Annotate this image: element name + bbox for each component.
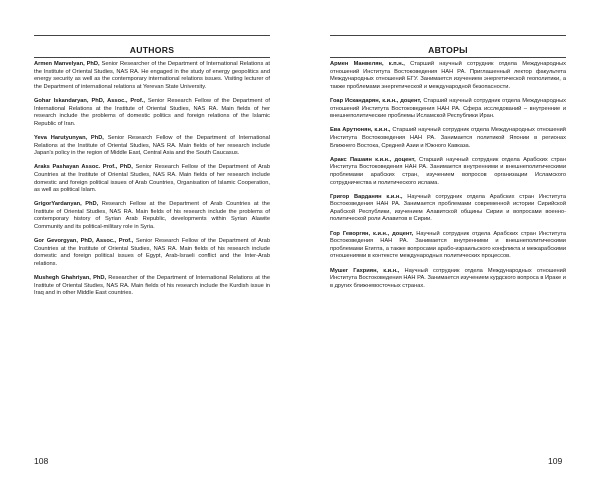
heading-rule	[34, 57, 270, 58]
author-name: Аракс Пашаян к.и.н., доцент,	[330, 156, 416, 163]
author-name: Гор Геворгян, к.и.н., доцент,	[330, 230, 414, 237]
author-entry	[330, 61, 566, 91]
author-bio: Researcher of the Department of International Relations at the Institute of Oriental Studies, NAS RA. Main fields of his research include the Kurdish issue in Iraq and in other Middle East countries.	[34, 275, 270, 297]
author-bio: Научный сотрудник отдела Арабских стран Института Востоковедения НАН РА. Занимается внутренними и внешнеполитическими проблемами Египта, а также вопросами арабо-израильского конфликта и межарабскими отношениями в контексте международных политических процессов.	[330, 230, 567, 260]
author-name: Ева Арутюнян, к.и.н.,	[330, 127, 391, 134]
author-bio: Старший научный сотрудник отдела Международных отношений Института Востоковедения НАН РА. Приглашенный лектор факультета Международных отношений ЕГУ. Занимается изучением энергетической геополитики, а также проблемами энергетической и международной безопасности.	[330, 61, 566, 90]
heading-rule	[330, 57, 566, 58]
author-name: Армен Манвелян, к.п.н.,	[330, 61, 405, 67]
top-rule	[34, 35, 270, 36]
author-bio: Научный сотрудник отдела Международных отношений Института Востоковедения НАН РА. Занимается изучением курдского вопроса в Ираке и в других ближневосточных странах.	[330, 267, 566, 289]
author-entry	[34, 164, 270, 194]
author-bio: Старший научный сотрудник отдела Международных отношений Института Востоковедения НАН РА. Занимается политикой Японии в регионах Ближнего Востока, Средней Азии и Южного Кавказа.	[330, 127, 566, 149]
author-name: Мушег Гахриян, к.и.н.,	[330, 267, 400, 274]
author-name: Mushegh Ghahriyan, PhD,	[34, 275, 107, 282]
author-entry	[330, 231, 566, 261]
top-rule	[330, 35, 566, 36]
author-entry	[34, 61, 270, 91]
author-name: Araks Pashayan Assoc. Prof., PhD,	[34, 164, 133, 171]
author-entry	[34, 98, 270, 128]
author-name: Yeva Harutyunyan, PhD,	[34, 134, 104, 141]
author-bio: Старший научный сотрудник отдела Международных отношений Института Востоковедения НАН РА. Сфера исследований – внутренние и внешнеполитические проблемы Исламской Республики Иран.	[330, 97, 566, 120]
author-entry	[34, 135, 270, 158]
author-bio: Научный сотрудник отдела Арабских стран Института Востоковедения НАН РА. Занимается проблемами современной истории Сирийской Арабской Республики, изучением Алавитской общины Сирии и вопросами военно-политической роли Алавитов в Сирии.	[330, 193, 566, 223]
author-bio: Senior Research Fellow of the Department of International Relations at the Institute of Oriental Studies, NAS RA. Main fields of her research include the problems of domestic politics and foreign relations of the Islamic Republic of Iran.	[34, 97, 270, 127]
author-name: Armen Manvelyan, PhD,	[34, 61, 100, 67]
author-list	[34, 61, 270, 305]
page-heading: AUTHORS	[129, 45, 175, 55]
author-entry	[330, 157, 566, 187]
author-entry	[34, 238, 270, 268]
page-heading: АВТОРЫ	[428, 45, 468, 55]
author-entry	[330, 127, 566, 150]
author-entry	[330, 194, 566, 224]
author-bio: Senior Researcher of the Department of International Relations at the Institute of Oriental Studies, NAS RA. He engaged in the study of energy geopolitics and energy security as well as the contemporary international relations issues. Visiting lecturer of the Department of international relations at Yerevan State University.	[34, 61, 270, 90]
author-bio: Старший научный сотрудник отдела Арабских стран Института Востоковедения НАН РА. Занимается внутренними и внешнеполитическими проблемами арабских стран, изучением вопросов организации Исламского сотрудничества и политического ислама.	[330, 156, 566, 186]
author-entry	[330, 268, 566, 291]
author-name: Gohar Iskandaryan, PhD, Assoc., Prof.,	[34, 97, 145, 104]
author-name: GrigorYardanyan, PhD,	[34, 201, 99, 208]
author-bio: Senior Research Fellow of the Department of Arab Countries at the Institute of Oriental Studies, NAS RA. Main fields of her research include domestic and foreign political issues of Arab Countries, Organisation of Islamic Cooperation, as well as political Islam.	[34, 164, 270, 194]
author-entry	[34, 201, 270, 231]
page-number: 108	[34, 456, 49, 466]
author-entry	[34, 275, 270, 298]
right-page	[300, 0, 600, 490]
page-number: 109	[548, 456, 563, 466]
author-bio: Senior Research Fellow of the Department of International Relations at the Institute of Oriental Studies, NAS RA. Main fields of her research include Japan's policy in the region of Middle East, Central Asia and the South Caucasus.	[34, 134, 270, 157]
author-list	[330, 61, 566, 297]
author-name: Гоар Искандарян, к.и.н., доцент,	[330, 97, 422, 104]
author-entry	[330, 98, 566, 121]
author-name: Григор Варданян к.и.н.,	[330, 193, 403, 200]
author-name: Gor Gevorgyan, PhD, Assoc., Prof.,	[34, 238, 134, 245]
author-bio: Senior Research Fellow of the Department of Arab Countries at the Institute of Oriental Studies, NAS RA. Main fields of his research include domestic and foreign political issues of Egypt, Arab-Israeli conflict and the Inter-Arab relations.	[34, 238, 270, 268]
author-bio: Research Fellow at the Department of Arab Countries at the Institute of Oriental Studies, NAS RA. Main fields of his research include the problems of contemporary history of Syrian Arab Republic, developments within Syrian Alawite Community and its political-military role in Syria.	[34, 201, 270, 231]
